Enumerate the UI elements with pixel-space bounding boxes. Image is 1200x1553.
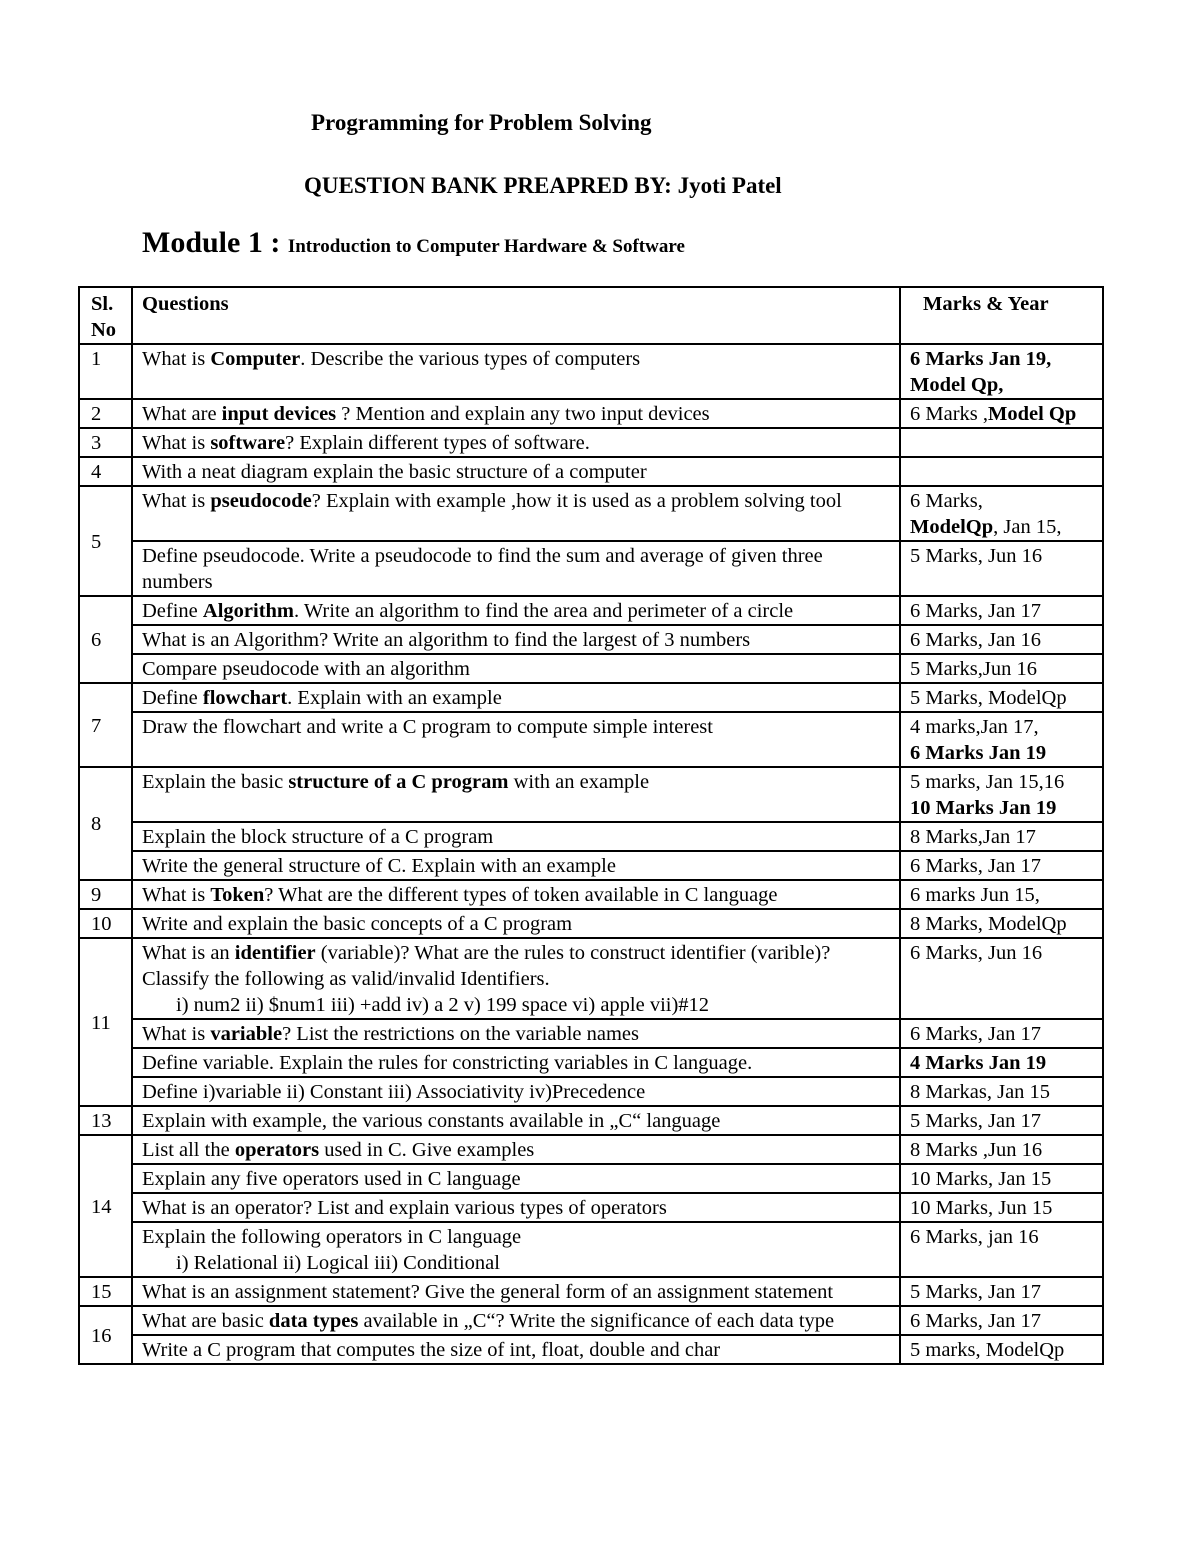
marks-cell: 6 Marks, jan 16 bbox=[900, 1222, 1103, 1277]
module-label: Module 1 : bbox=[142, 226, 288, 259]
module-heading bbox=[142, 226, 685, 260]
module-description: Introduction to Computer Hardware & Software bbox=[287, 236, 685, 257]
question-cell: What is Token? What are the different types of token available in C language bbox=[132, 880, 900, 909]
question-cell: Define variable. Explain the rules for constricting variables in C language. bbox=[132, 1048, 900, 1077]
table-row bbox=[79, 1106, 1103, 1135]
sl-no: 3 bbox=[79, 428, 132, 457]
sl-no: 6 bbox=[79, 596, 132, 683]
marks-cell: 8 Marks, ModelQp bbox=[900, 909, 1103, 938]
table-row bbox=[79, 1135, 1103, 1164]
question-cell: Explain the following operators in C language i) Relational ii) Logical iii) Conditional bbox=[132, 1222, 900, 1277]
marks-cell bbox=[900, 457, 1103, 486]
header-sl-no: Sl. No bbox=[79, 287, 132, 344]
marks-cell: 8 Marks ,Jun 16 bbox=[900, 1135, 1103, 1164]
sl-no: 4 bbox=[79, 457, 132, 486]
marks-cell: 5 marks, ModelQp bbox=[900, 1335, 1103, 1364]
table-row bbox=[79, 880, 1103, 909]
question-cell: What is variable? List the restrictions on the variable names bbox=[132, 1019, 900, 1048]
question-cell: What are input devices ? Mention and explain any two input devices bbox=[132, 399, 900, 428]
question-cell: What is an operator? List and explain various types of operators bbox=[132, 1193, 900, 1222]
table-row bbox=[79, 1306, 1103, 1335]
marks-cell: 6 Marks ,Model Qp bbox=[900, 399, 1103, 428]
marks-cell: 6 Marks, ModelQp, Jan 15, bbox=[900, 486, 1103, 541]
question-cell: Draw the flowchart and write a C program to compute simple interest bbox=[132, 712, 900, 767]
sl-no: 13 bbox=[79, 1106, 132, 1135]
question-cell: Define i)variable ii) Constant iii) Associativity iv)Precedence bbox=[132, 1077, 900, 1106]
table-row bbox=[79, 851, 1103, 880]
marks-cell: 4 marks,Jan 17, 6 Marks Jan 19 bbox=[900, 712, 1103, 767]
table-row bbox=[79, 712, 1103, 767]
question-cell: List all the operators used in C. Give examples bbox=[132, 1135, 900, 1164]
table-row bbox=[79, 767, 1103, 822]
marks-cell: 6 Marks, Jan 17 bbox=[900, 1306, 1103, 1335]
table-row bbox=[79, 1019, 1103, 1048]
table-row bbox=[79, 822, 1103, 851]
marks-cell: 5 marks, Jan 15,16 10 Marks Jan 19 bbox=[900, 767, 1103, 822]
table-row bbox=[79, 909, 1103, 938]
marks-cell: 6 Marks, Jan 17 bbox=[900, 596, 1103, 625]
marks-cell: 6 Marks, Jan 17 bbox=[900, 1019, 1103, 1048]
table-row bbox=[79, 1077, 1103, 1106]
marks-cell: 6 Marks, Jun 16 bbox=[900, 938, 1103, 1019]
marks-cell: 5 Marks,Jun 16 bbox=[900, 654, 1103, 683]
question-cell: With a neat diagram explain the basic structure of a computer bbox=[132, 457, 900, 486]
sl-no: 14 bbox=[79, 1135, 132, 1277]
table-header-row bbox=[79, 287, 1103, 344]
header-questions: Questions bbox=[132, 287, 900, 344]
marks-cell: 5 Marks, Jun 16 bbox=[900, 541, 1103, 596]
sl-no: 7 bbox=[79, 683, 132, 767]
sl-no: 9 bbox=[79, 880, 132, 909]
question-cell: Explain the block structure of a C program bbox=[132, 822, 900, 851]
question-cell: What is software? Explain different types of software. bbox=[132, 428, 900, 457]
sl-no: 5 bbox=[79, 486, 132, 596]
marks-cell: 10 Marks, Jun 15 bbox=[900, 1193, 1103, 1222]
marks-cell: 4 Marks Jan 19 bbox=[900, 1048, 1103, 1077]
document-title: Programming for Problem Solving bbox=[311, 110, 652, 135]
question-cell: Explain any five operators used in C language bbox=[132, 1164, 900, 1193]
table-row bbox=[79, 486, 1103, 541]
marks-cell bbox=[900, 428, 1103, 457]
marks-cell: 5 Marks, Jan 17 bbox=[900, 1277, 1103, 1306]
document-subtitle: QUESTION BANK PREAPRED BY: Jyoti Patel bbox=[304, 173, 782, 198]
sl-no: 15 bbox=[79, 1277, 132, 1306]
question-cell: Write a C program that computes the size of int, float, double and char bbox=[132, 1335, 900, 1364]
question-cell: What is pseudocode? Explain with example ,how it is used as a problem solving tool bbox=[132, 486, 900, 541]
question-cell: What are basic data types available in „C“? Write the significance of each data type bbox=[132, 1306, 900, 1335]
question-cell: What is an Algorithm? Write an algorithm to find the largest of 3 numbers bbox=[132, 625, 900, 654]
table-row bbox=[79, 428, 1103, 457]
table-row bbox=[79, 1277, 1103, 1306]
question-cell: Explain the basic structure of a C program with an example bbox=[132, 767, 900, 822]
question-cell: What is an assignment statement? Give the general form of an assignment statement bbox=[132, 1277, 900, 1306]
sl-no: 2 bbox=[79, 399, 132, 428]
table-row bbox=[79, 625, 1103, 654]
question-table bbox=[78, 286, 1104, 1365]
table-row bbox=[79, 1222, 1103, 1277]
table-row bbox=[79, 683, 1103, 712]
marks-cell: 5 Marks, ModelQp bbox=[900, 683, 1103, 712]
table-row bbox=[79, 457, 1103, 486]
marks-cell: 10 Marks, Jan 15 bbox=[900, 1164, 1103, 1193]
table-row bbox=[79, 1335, 1103, 1364]
question-cell: Write the general structure of C. Explain with an example bbox=[132, 851, 900, 880]
marks-cell: 8 Marks,Jan 17 bbox=[900, 822, 1103, 851]
sl-no: 16 bbox=[79, 1306, 132, 1364]
question-cell: What is an identifier (variable)? What are the rules to construct identifier (varible)? Classify the following as valid/invalid Identifiers. i) num2 ii) $num1 iii) +add iv) a 2 v) 199 space vi) apple vii)#12 bbox=[132, 938, 900, 1019]
sl-no: 10 bbox=[79, 909, 132, 938]
table-row bbox=[79, 1164, 1103, 1193]
marks-cell: 5 Marks, Jan 17 bbox=[900, 1106, 1103, 1135]
question-cell: Define flowchart. Explain with an example bbox=[132, 683, 900, 712]
question-cell: Compare pseudocode with an algorithm bbox=[132, 654, 900, 683]
marks-cell: 6 Marks Jan 19, Model Qp, bbox=[900, 344, 1103, 399]
question-cell: Define pseudocode. Write a pseudocode to find the sum and average of given three numbers bbox=[132, 541, 900, 596]
table-row bbox=[79, 1048, 1103, 1077]
sl-no: 1 bbox=[79, 344, 132, 399]
marks-cell: 6 Marks, Jan 17 bbox=[900, 851, 1103, 880]
header-marks-year: Marks & Year bbox=[900, 287, 1103, 344]
table-row bbox=[79, 938, 1103, 1019]
sl-no: 8 bbox=[79, 767, 132, 880]
table-row bbox=[79, 654, 1103, 683]
sl-no: 11 bbox=[79, 938, 132, 1106]
table-row bbox=[79, 596, 1103, 625]
question-cell: What is Computer. Describe the various types of computers bbox=[132, 344, 900, 399]
table-row bbox=[79, 399, 1103, 428]
table-row bbox=[79, 344, 1103, 399]
question-cell: Write and explain the basic concepts of a C program bbox=[132, 909, 900, 938]
table-row bbox=[79, 1193, 1103, 1222]
marks-cell: 6 marks Jun 15, bbox=[900, 880, 1103, 909]
table-row bbox=[79, 541, 1103, 596]
marks-cell: 8 Markas, Jan 15 bbox=[900, 1077, 1103, 1106]
marks-cell: 6 Marks, Jan 16 bbox=[900, 625, 1103, 654]
question-cell: Explain with example, the various constants available in „C“ language bbox=[132, 1106, 900, 1135]
question-cell: Define Algorithm. Write an algorithm to find the area and perimeter of a circle bbox=[132, 596, 900, 625]
